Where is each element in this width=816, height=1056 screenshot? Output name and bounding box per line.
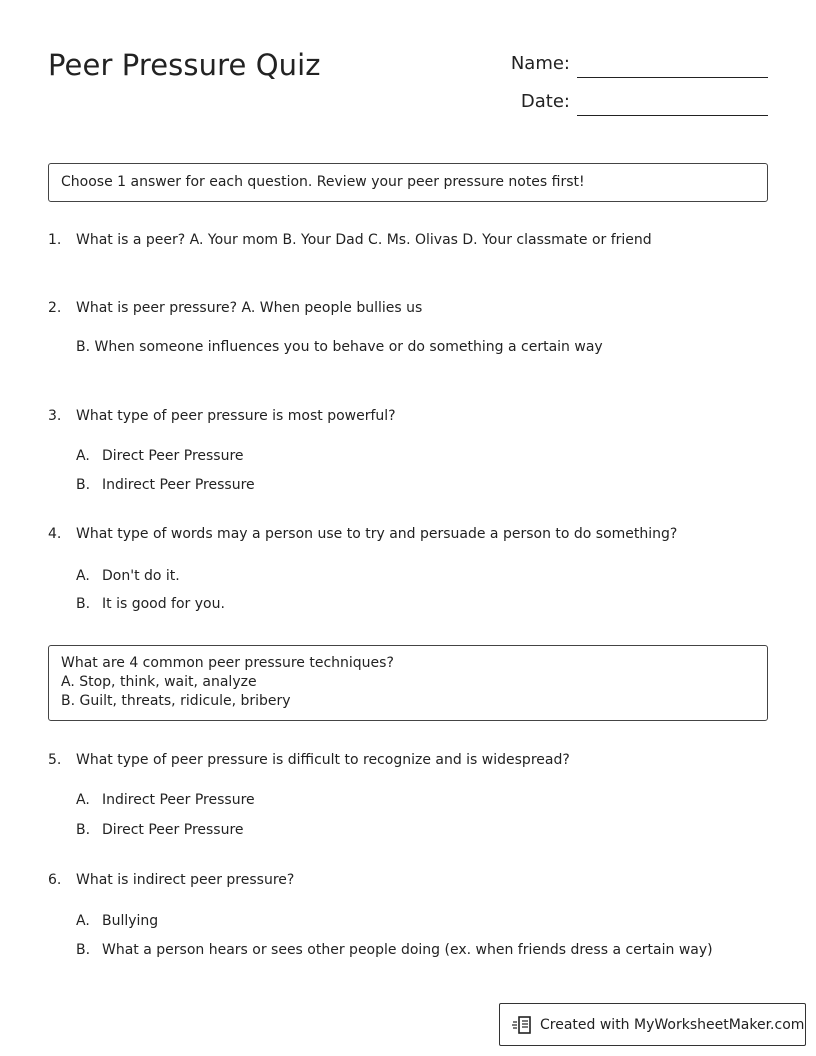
name-field-line[interactable] [577,77,768,78]
question-number: 3. [48,408,62,424]
footer-credit[interactable] [499,1003,806,1046]
question-text: What type of words may a person use to try and persuade a person to do something? [76,526,678,542]
question-number: 2. [48,300,62,316]
option-letter: A. [76,448,90,464]
option-text: Indirect Peer Pressure [102,792,255,808]
option-letter: A. [76,568,90,584]
question-number: 4. [48,526,62,542]
question-number: 6. [48,872,62,888]
option-letter: B. [76,596,91,612]
option-letter: A. [76,792,90,808]
option-text: Bullying [102,913,159,929]
info-box [48,645,768,721]
name-label: Name: [510,53,570,74]
question-continuation: B. When someone influences you to behave or do something a certain way [76,339,603,355]
question-text: What is a peer? A. Your mom B. Your Dad C. Ms. Olivas D. Your classmate or friend [76,232,652,248]
info-box-line: B. Guilt, threats, ridicule, bribery [61,693,291,709]
worksheet-maker-logo-icon [512,1015,534,1035]
footer-text: Created with MyWorksheetMaker.com [540,1016,805,1033]
option-letter: A. [76,913,90,929]
question-text: What is peer pressure? A. When people bullies us [76,300,423,316]
question-number: 1. [48,232,62,248]
question-number: 5. [48,752,62,768]
question-text: What type of peer pressure is most powerful? [76,408,396,424]
info-box-line: What are 4 common peer pressure techniques? [61,655,394,671]
option-letter: B. [76,942,91,958]
option-text: It is good for you. [102,596,225,612]
date-label: Date: [520,91,570,112]
page-title: Peer Pressure Quiz [48,48,321,82]
instructions-box [48,163,768,202]
option-text: Direct Peer Pressure [102,448,244,464]
question-text: What type of peer pressure is difficult to recognize and is widespread? [76,752,570,768]
option-text: Indirect Peer Pressure [102,477,255,493]
option-letter: B. [76,822,91,838]
option-text: Direct Peer Pressure [102,822,244,838]
date-field-line[interactable] [577,115,768,116]
option-letter: B. [76,477,91,493]
question-text: What is indirect peer pressure? [76,872,295,888]
option-text: Don't do it. [102,568,180,584]
instructions-text: Choose 1 answer for each question. Review your peer pressure notes first! [61,174,585,190]
option-text: What a person hears or sees other people doing (ex. when friends dress a certain way) [102,942,713,958]
info-box-line: A. Stop, think, wait, analyze [61,674,257,690]
